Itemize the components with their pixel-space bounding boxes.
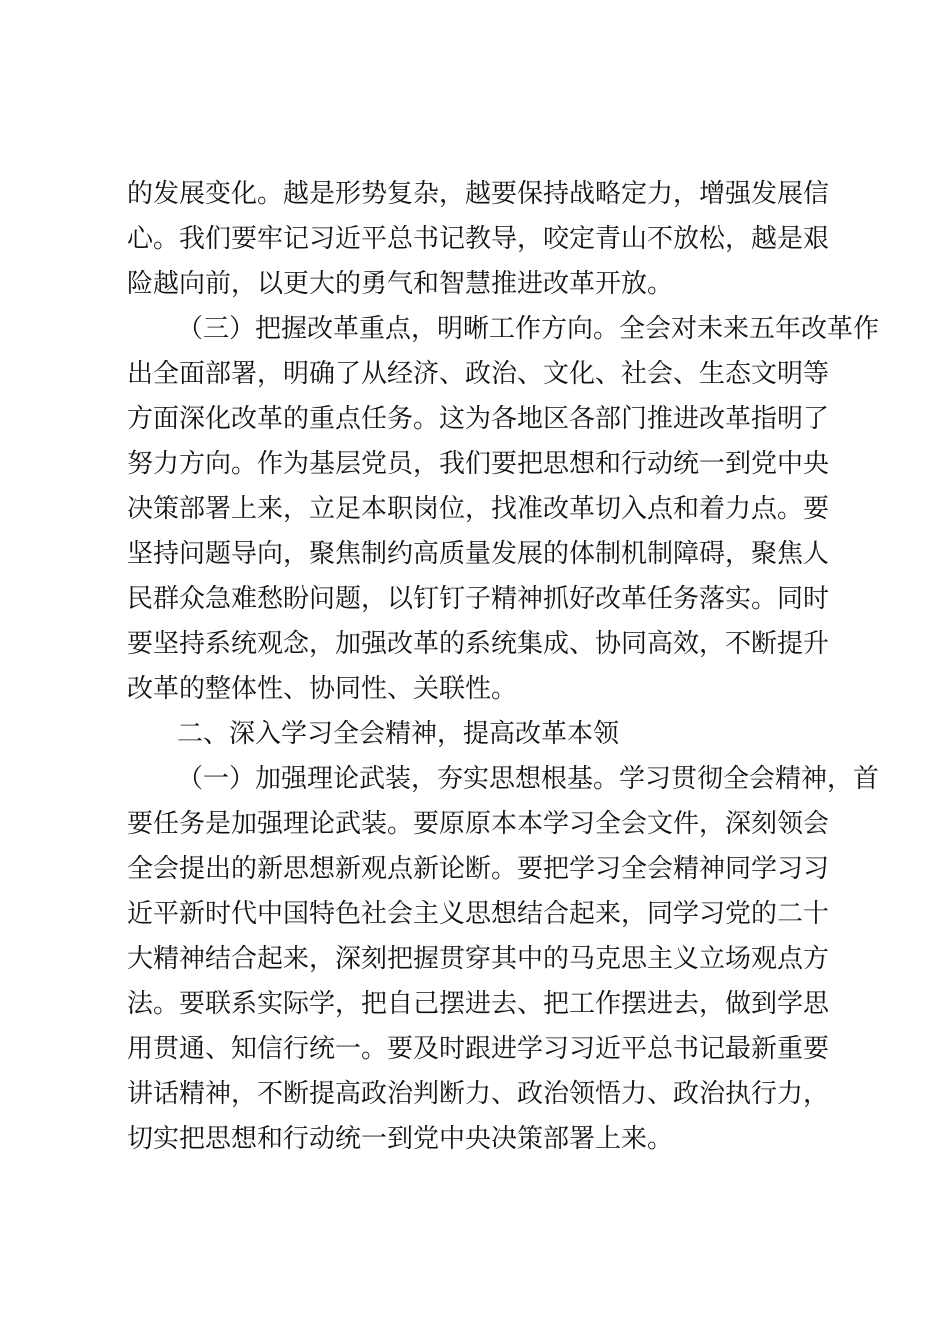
body-text-line: 改革的整体性、协同性、关联性。 bbox=[127, 674, 518, 704]
section-heading: 二、深入学习全会精神，提高改革本领 bbox=[177, 719, 620, 749]
body-text-line: 全会提出的新思想新观点新论断。要把学习全会精神同学习习 bbox=[127, 854, 830, 884]
body-text-line: 方面深化改革的重点任务。这为各地区各部门推进改革指明了 bbox=[127, 404, 830, 434]
body-text-line: 民群众急难愁盼问题，以钉钉子精神抓好改革任务落实。同时 bbox=[127, 584, 830, 614]
paragraph-start-line: （三）把握改革重点，明晰工作方向。全会对未来五年改革作 bbox=[177, 314, 880, 344]
paragraph-start-line: （一）加强理论武装，夯实思想根基。学习贯彻全会精神，首 bbox=[177, 764, 880, 794]
body-text-line: 要坚持系统观念，加强改革的系统集成、协同高效，不断提升 bbox=[127, 629, 830, 659]
body-text-line: 讲话精神，不断提高政治判断力、政治领悟力、政治执行力， bbox=[127, 1079, 830, 1109]
body-text-line: 坚持问题导向，聚焦制约高质量发展的体制机制障碍，聚焦人 bbox=[127, 539, 830, 569]
body-text-line: 近平新时代中国特色社会主义思想结合起来，同学习党的二十 bbox=[127, 899, 830, 929]
body-text-line: 出全面部署，明确了从经济、政治、文化、社会、生态文明等 bbox=[127, 359, 830, 389]
body-text-line: 心。我们要牢记习近平总书记教导，咬定青山不放松，越是艰 bbox=[127, 224, 830, 254]
body-text-line: 大精神结合起来，深刻把握贯穿其中的马克思主义立场观点方 bbox=[127, 944, 830, 974]
body-text-line: 努力方向。作为基层党员，我们要把思想和行动统一到党中央 bbox=[127, 449, 830, 479]
body-text-line: 决策部署上来，立足本职岗位，找准改革切入点和着力点。要 bbox=[127, 494, 830, 524]
body-text-line: 法。要联系实际学，把自己摆进去、把工作摆进去，做到学思 bbox=[127, 989, 830, 1019]
body-text-line: 的发展变化。越是形势复杂，越要保持战略定力，增强发展信 bbox=[127, 179, 830, 209]
body-text-line: 用贯通、知信行统一。要及时跟进学习习近平总书记最新重要 bbox=[127, 1034, 830, 1064]
body-text-line: 要任务是加强理论武装。要原原本本学习全会文件，深刻领会 bbox=[127, 809, 830, 839]
body-text-line: 切实把思想和行动统一到党中央决策部署上来。 bbox=[127, 1124, 674, 1154]
body-text-line: 险越向前，以更大的勇气和智慧推进改革开放。 bbox=[127, 269, 674, 299]
